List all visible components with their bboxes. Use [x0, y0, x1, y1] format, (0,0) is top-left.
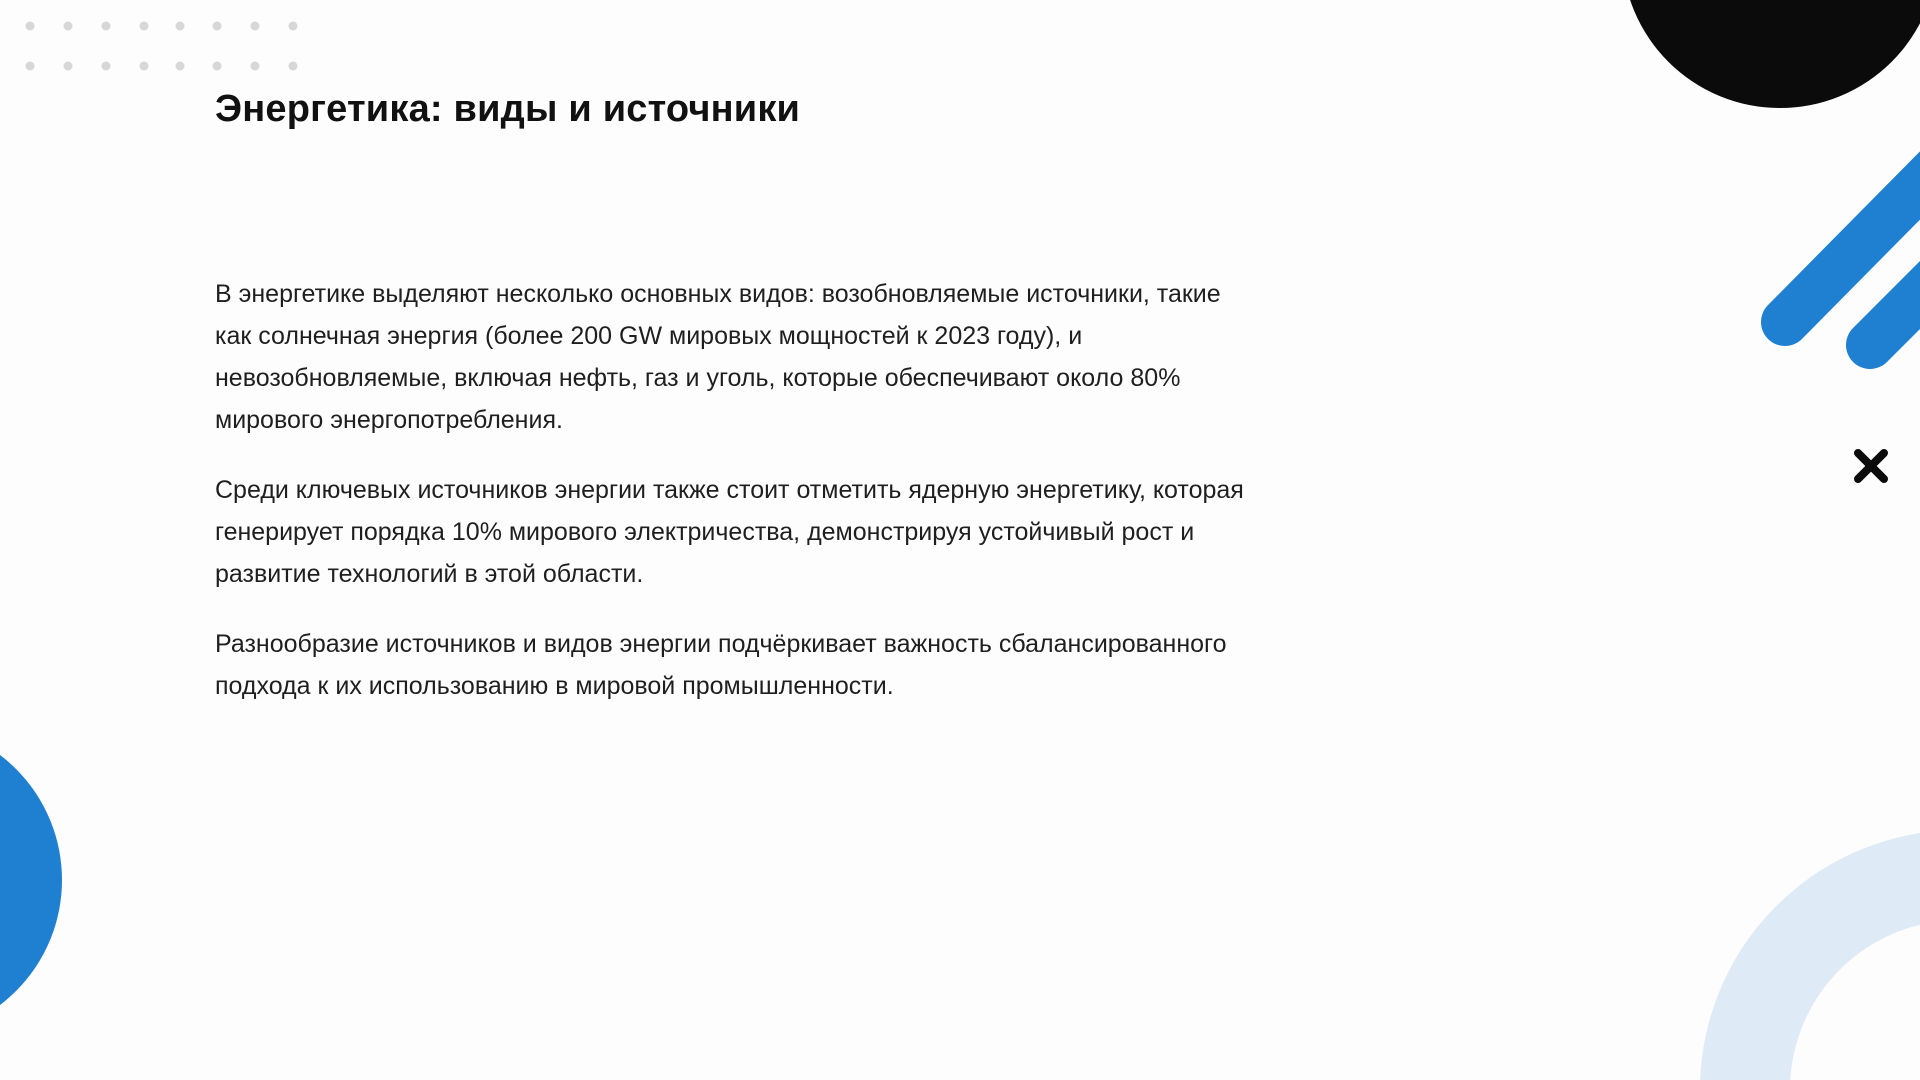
slide-body — [215, 273, 1255, 735]
blue-half-circle — [0, 723, 62, 1037]
paragraph-energy-types: В энергетике выделяют несколько основных видов: возобновляемые источники, такие как солнечная энергия (более 200 GW мировых мощностей к 2023 году), и невозобновляемые, включая нефть, газ и уголь, которые обеспечивают около 80% мирового энергопотребления. — [215, 280, 1221, 434]
paragraph-balanced-approach: Разнообразие источников и видов энергии подчёркивает важность сбалансированного подхода к их использованию в мировой промышленности. — [215, 630, 1227, 700]
slide-title: Энергетика: виды и источники — [215, 88, 801, 130]
close-x-mark — [1858, 453, 1884, 479]
blue-diagonal-stripes — [1785, 145, 1920, 345]
paragraph-nuclear-energy: Среди ключевых источников энергии также стоит отметить ядерную энергетику, которая генерирует порядка 10% мирового электричества, демонстрируя устойчивый рост и развитие технологий в этой области. — [215, 476, 1244, 588]
black-circle — [1622, 0, 1920, 108]
dot-grid-pattern — [26, 22, 298, 71]
light-blue-ring — [1745, 875, 1920, 1080]
